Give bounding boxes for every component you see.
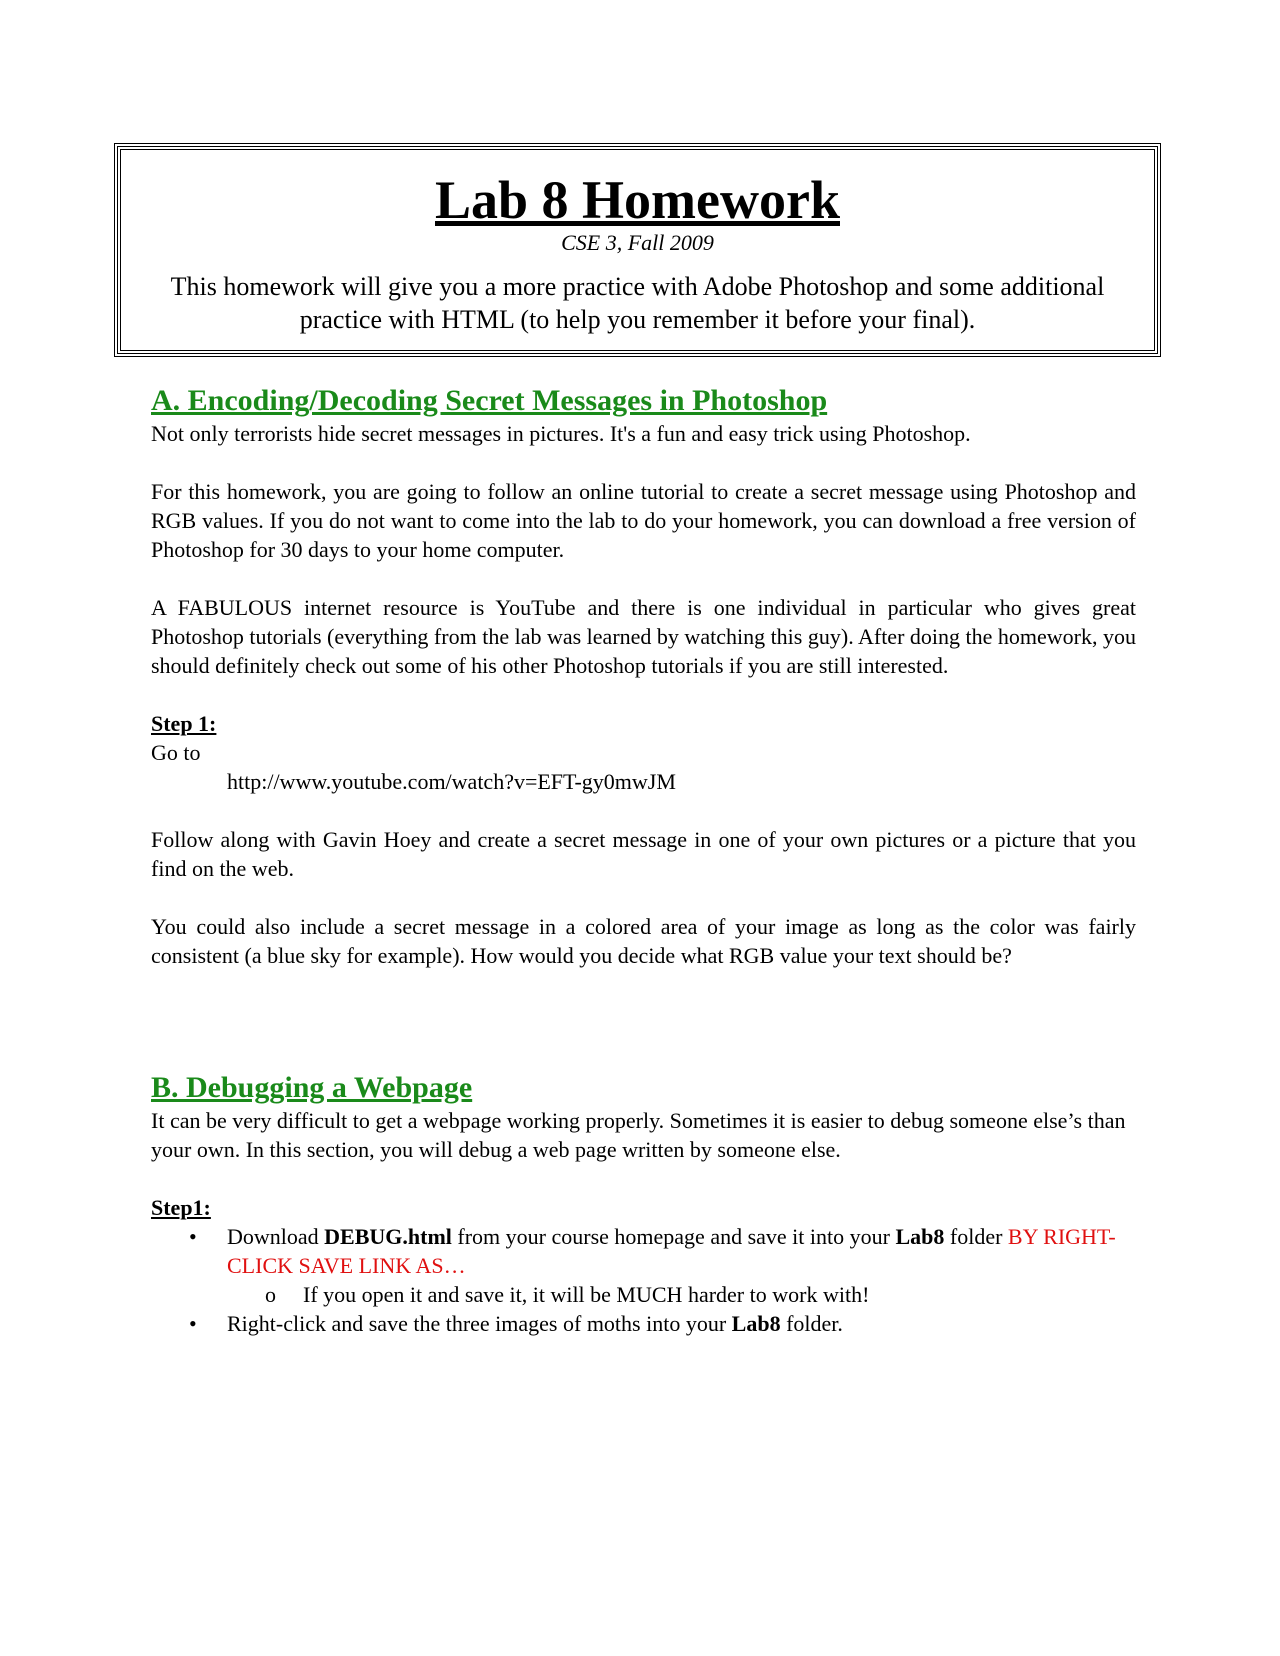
section-a-step-1-label: Step 1:: [151, 711, 217, 736]
course-subtitle: CSE 3, Fall 2009: [561, 230, 714, 255]
list-item-download: • Download DEBUG.html from your course homepage and save it into your Lab8 folder BY RIGHT-CLICK SAVE LINK AS…: [189, 1224, 1116, 1278]
section-b-paragraph-1: It can be very difficult to get a webpage working properly. Sometimes it is easier to debug someone else’s than your own. In this section, you will debug a web page written by someone else.: [151, 1108, 1126, 1162]
section-a-paragraph-2: For this homework, you are going to follow an online tutorial to create a secret message using Photoshop and RGB values. If you do not want to come into the lab to do your homework, you can download a free version of Photoshop for 30 days to your home computer.: [151, 479, 1136, 562]
intro-text: This homework will give you a more practice with Adobe Photoshop and some additional practice with HTML (to help you remember it before your final).: [170, 272, 1105, 334]
section-a-paragraph-5: You could also include a secret message in a colored area of your image as long as the color was fairly consistent (a blue sky for example). How would you decide what RGB value your text should be?: [151, 914, 1136, 968]
section-b-heading: B. Debugging a Webpage: [151, 1071, 473, 1104]
title-box: [117, 146, 1158, 354]
folder-name: Lab8: [731, 1311, 781, 1336]
main-content: [151, 383, 1136, 1338]
sub-bullet-icon: o: [265, 1282, 276, 1307]
sub-list-item-warning: o If you open it and save it, it will be MUCH harder to work with!: [265, 1282, 870, 1307]
section-a-paragraph-4: Follow along with Gavin Hoey and create a secret message in one of your own pictures or a picture that you find on the web.: [151, 827, 1136, 881]
bullet-icon: •: [189, 1311, 197, 1336]
debug-filename: DEBUG.html: [324, 1224, 452, 1249]
section-a-paragraph-1: Not only terrorists hide secret messages in pictures. It's a fun and easy trick using Photoshop.: [151, 421, 971, 446]
folder-name: Lab8: [895, 1224, 945, 1249]
section-a-heading: A. Encoding/Decoding Secret Messages in Photoshop: [151, 384, 828, 417]
save-link-warning: BY RIGHT-CLICK SAVE LINK AS…: [227, 1224, 1116, 1278]
go-to-text: Go to: [151, 740, 201, 765]
page-title: Lab 8 Homework: [435, 170, 840, 230]
section-a-paragraph-3: A FABULOUS internet resource is YouTube and there is one individual in particular who gives great Photoshop tutorials (everything from the lab was learned by watching this guy). After doing the homework, you should definitely check out some of his other Photoshop tutorials if you are still interested.: [151, 595, 1136, 678]
bullet-icon: •: [189, 1224, 197, 1249]
youtube-url[interactable]: http://www.youtube.com/watch?v=EFT-gy0mwJM: [227, 769, 676, 794]
step-list: [151, 1222, 1136, 1338]
list-item-save-images: • Right-click and save the three images of moths into your Lab8 folder.: [189, 1311, 843, 1336]
section-b-step-1-label: Step1:: [151, 1195, 211, 1220]
